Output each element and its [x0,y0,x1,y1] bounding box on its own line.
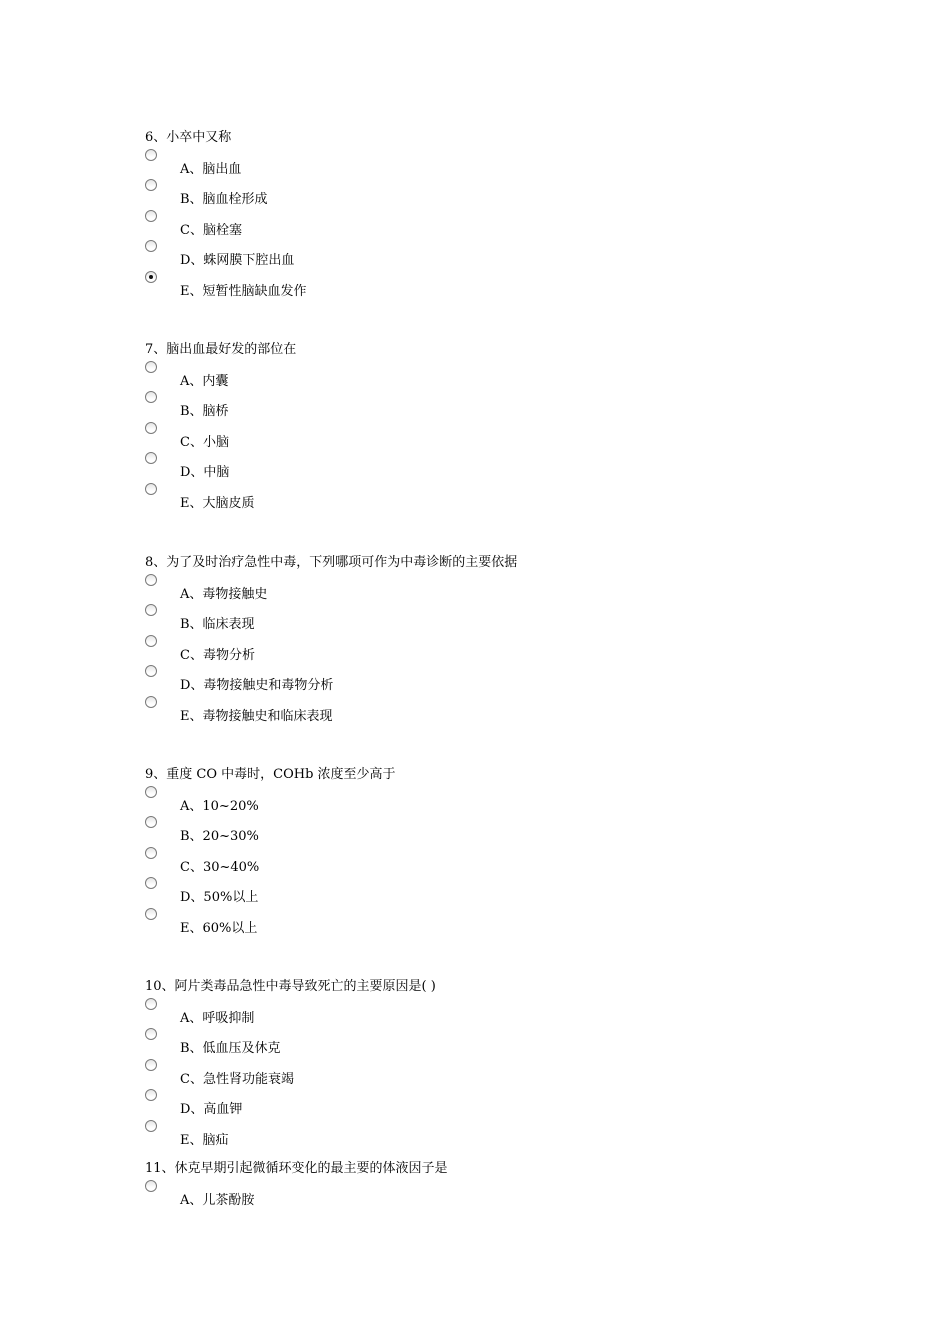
radio-button[interactable] [145,998,157,1010]
radio-button[interactable] [145,696,157,708]
radio-button[interactable] [145,361,157,373]
radio-button[interactable] [145,1028,157,1040]
radio-button[interactable] [145,816,157,828]
option-b[interactable] [145,816,745,846]
option-label: C、脑栓塞 [180,223,242,238]
option-e[interactable] [145,908,745,938]
radio-button[interactable] [145,422,157,434]
radio-button[interactable] [145,604,157,616]
radio-button[interactable] [145,1089,157,1101]
radio-button[interactable] [145,786,157,798]
radio-button[interactable] [145,1180,157,1192]
option-label: C、小脑 [180,435,229,450]
option-d[interactable] [145,1089,745,1119]
radio-button[interactable] [145,210,157,222]
radio-button[interactable] [145,665,157,677]
option-label: B、低血压及休克 [180,1041,281,1056]
radio-button-selected[interactable] [145,271,157,283]
radio-button[interactable] [145,847,157,859]
question-title: 6、小卒中又称 [145,130,232,145]
option-label: A、脑出血 [180,162,242,177]
option-label: D、中脑 [180,465,230,480]
option-label: C、30~40% [180,860,260,875]
option-label: A、毒物接触史 [180,587,268,602]
option-d[interactable] [145,665,745,695]
question-title: 9、重度 CO 中毒时，COHb 浓度至少高于 [145,767,396,782]
radio-button[interactable] [145,179,157,191]
question-title: 11、休克早期引起微循环变化的最主要的体液因子是 [145,1161,448,1176]
radio-button[interactable] [145,149,157,161]
option-a[interactable] [145,361,745,391]
option-label: B、脑血栓形成 [180,192,268,207]
option-e[interactable] [145,483,745,513]
option-label: C、急性肾功能衰竭 [180,1072,294,1087]
radio-button[interactable] [145,1059,157,1071]
radio-button[interactable] [145,635,157,647]
radio-button[interactable] [145,908,157,920]
radio-button[interactable] [145,452,157,464]
option-label: B、脑桥 [180,404,229,419]
option-b[interactable] [145,179,745,209]
option-a[interactable] [145,574,745,604]
option-label: D、毒物接触史和毒物分析 [180,678,334,693]
option-label: E、大脑皮质 [180,496,255,511]
radio-button[interactable] [145,1120,157,1132]
option-label: D、50%以上 [180,890,259,905]
option-label: D、高血钾 [180,1102,243,1117]
option-label: C、毒物分析 [180,648,255,663]
option-d[interactable] [145,240,745,270]
option-label: E、脑疝 [180,1133,229,1148]
option-d[interactable] [145,877,745,907]
question-title: 8、为了及时治疗急性中毒，下列哪项可作为中毒诊断的主要依据 [145,555,518,570]
radio-button[interactable] [145,483,157,495]
option-label: A、10~20% [180,799,259,814]
option-label: B、20~30% [180,829,259,844]
option-label: A、呼吸抑制 [180,1011,255,1026]
option-label: A、内囊 [180,374,229,389]
option-b[interactable] [145,604,745,634]
option-e[interactable] [145,696,745,726]
option-e[interactable] [145,1120,745,1150]
option-b[interactable] [145,1028,745,1058]
option-label: D、蛛网膜下腔出血 [180,253,295,268]
option-a[interactable] [145,998,745,1028]
option-label: A、儿茶酚胺 [180,1193,255,1208]
option-e[interactable] [145,271,745,301]
option-label: E、短暂性脑缺血发作 [180,284,307,299]
option-c[interactable] [145,422,745,452]
radio-button[interactable] [145,240,157,252]
radio-button[interactable] [145,574,157,586]
radio-button[interactable] [145,877,157,889]
option-c[interactable] [145,635,745,665]
option-a[interactable] [145,1180,745,1210]
option-a[interactable] [145,786,745,816]
option-b[interactable] [145,391,745,421]
option-c[interactable] [145,1059,745,1089]
option-label: B、临床表现 [180,617,255,632]
option-label: E、60%以上 [180,921,258,936]
option-c[interactable] [145,210,745,240]
option-d[interactable] [145,452,745,482]
option-a[interactable] [145,149,745,179]
question-title: 7、脑出血最好发的部位在 [145,342,297,357]
option-c[interactable] [145,847,745,877]
question-title: 10、阿片类毒品急性中毒导致死亡的主要原因是( ) [145,979,436,994]
option-label: E、毒物接触史和临床表现 [180,709,333,724]
radio-button[interactable] [145,391,157,403]
